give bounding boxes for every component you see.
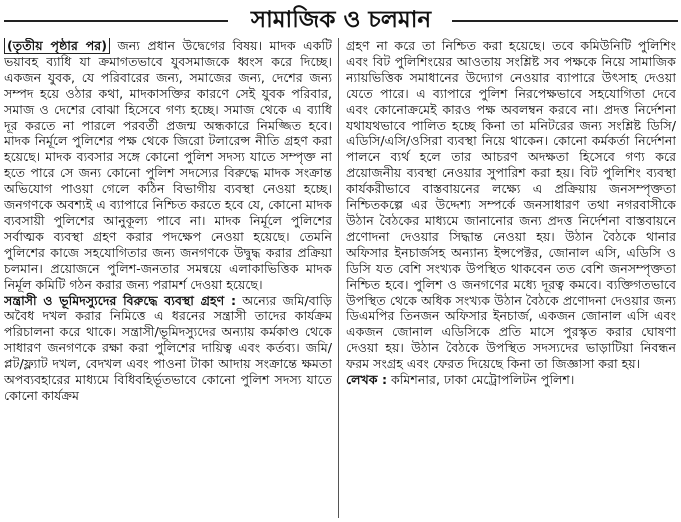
article-column-right (346, 38, 676, 520)
article-paragraph (4, 38, 332, 293)
header-rule-right (452, 20, 678, 22)
article-paragraph (4, 293, 332, 404)
article-column-left (4, 38, 332, 520)
paragraph-text: গ্রহণ না করে তা নিশ্চিত করা হয়েছে। তবে কমিউনিটি পুলিশিং এবং বিট পুলিশিংয়ের আওতায় সংশ্লিষ্ট সব পক্ষকে নিয়ে সামাজিক ন্যায়ভিত্তিক সমাধানের উদ্যোগ নেওয়ার ব্যাপারে উৎসাহ দেওয়া যেতে পারে। এ ব্যাপারে পুলিশ নিরপেক্ষভাবে সহযোগিতা দেবে এবং কোনোক্রমেই কারও পক্ষ অবলম্বন করবে না। প্রদত্ত নির্দেশনা যথাযথভাবে পালিত হচ্ছে কিনা তা মনিটরের জন্য সংশ্লিষ্ট ডিসি/এডিসি/এসি/ওসিরা ব্যবস্থা নিয়ে থাকেন। কোনো কর্মকর্তা নির্দেশনা পালনে ব্যর্থ হলে তার আচরণ অদক্ষতা হিসেবে গণ্য করে প্রয়োজনীয় ব্যবস্থা নেওয়ার সুপারিশ করা হয়। বিট পুলিশিং ব্যবস্থা কার্যকরীভাবে বাস্তবায়নের লক্ষ্যে এ প্রক্রিয়ায় জনসম্পৃক্ততা নিশ্চিতকল্পে এর উদ্দেশ্য সম্পর্কে জনসাধারণ তথা নগরবাসীকে উঠান বৈঠকের মাধ্যমে জানানোর জন্য প্রদত্ত নির্দেশনা বাস্তবায়নে প্রণোদনা দেওয়ার সিদ্ধান্ত নেওয়া হয়। উঠান বৈঠকে থানার অফিসার ইনচার্জসহ অন্যান্য ইন্সপেক্টর, জোনাল এসি, এডিসি ও ডিসি যত বেশি সংখ্যক উপস্থিত থাকবেন তত বেশি জনসম্পৃক্ততা নিশ্চিত হবে। পুলিশ ও জনগণের মধ্যে দূরত্ব কমবে। ব্যক্তিগতভাবে উপস্থিত থেকে অধিক সংখ্যক উঠান বৈঠকে প্রণোদনা দেওয়ার জন্য ডিএমপির তিনজন অফিসার ইনচার্জ, একজন জোনাল এসি এবং একজন জোনাল এডিসিকে প্রতি মাসে পুরস্কৃত করার ঘোষণা দেওয়া হয়। উঠান বৈঠকে উপস্থিত সদস্যদের ভাড়াটিয়া নিবন্ধন ফরম সংগ্রহ এবং ফেরত দিয়েছে কিনা তা জিজ্ঞাসা করা হয়। (346, 38, 676, 372)
paragraph-text: জন্য প্রধান উদ্বেগের বিষয়। মাদক একটি ভয়াবহ ব্যাধি যা ক্রমাগতভাবে যুবসমাজকে ধ্বংস করে দিচ্ছে। একজন যুবক, যে পরিবারের জন্য, সমাজের জন্য, দেশের জন্য সম্পদ হয়ে ওঠার কথা, মাদকাসক্তির কারণে সেই যুবক পরিবার, সমাজ ও দেশের বোঝা হিসেবে গণ্য হচ্ছে। সমাজ থেকে এ ব্যাধি দূর করতে না পারলে পরবর্তী প্রজন্ম অন্ধকারে নিমজ্জিত হবে। মাদক নির্মূলে পুলিশের পক্ষ থেকে জিরো টলারেন্স নীতি গ্রহণ করা হয়েছে। মাদক ব্যবসার সঙ্গে কোনো পুলিশ সদস্য যাতে সম্পৃক্ত না হতে পারে সে জন্য কোনো পুলিশ সদস্যের বিরুদ্ধে মাদক সংক্রান্ত অভিযোগ পাওয়া গেলে কঠিন বিভাগীয় ব্যবস্থা নেওয়া হচ্ছে। জনগণকে অবশ্যই এ ব্যাপারে নিশ্চিত করতে হবে যে, কোনো মাদক ব্যবসায়ী পুলিশের আনুকূল্য পাবে না। মাদক নির্মূলে পুলিশের সর্বাত্মক ব্যবস্থা গ্রহণ করার পদক্ষেপ নেওয়া হয়েছে। তেমনি পুলিশের কাজে সহযোগিতার জন্য জনগণকে উদ্বুদ্ধ করার প্রক্রিয়া চলমান। প্রয়োজনে পুলিশ-জনতার সমন্বয়ে এলাকাভিত্তিক মাদক নির্মূল কমিটি গঠন করার জন্য পরামর্শ দেওয়া হয়েছে। (4, 38, 332, 292)
section-heading: সন্ত্রাসী ও ভূমিদস্যুদের বিরুদ্ধে ব্যবস্থা গ্রহণ : (4, 292, 236, 308)
header-rule-left (4, 20, 228, 22)
page-title: সামাজিক ও চলমান (250, 7, 432, 33)
author-text: কমিশনার, ঢাকা মেট্রোপলিটন পুলিশ। (391, 372, 575, 388)
column-divider (338, 38, 339, 518)
author-label: লেখক : (346, 372, 387, 388)
author-line (346, 372, 676, 388)
section-header (0, 0, 681, 40)
page-reference: (তৃতীয় পৃষ্ঠার পর) (4, 38, 110, 54)
article-paragraph (346, 38, 676, 372)
paragraph-text: অন্যের জমি/বাড়ি অবৈধ দখল করার নিমিত্তে এ ধরনের সন্ত্রাসী তাদের কার্যক্রম পরিচালনা করে থাকে। সন্ত্রাসী/ভূমিদস্যুদের অন্যায় কর্মকাণ্ড থেকে সাধারণ জনগণকে রক্ষা করা পুলিশের দায়িত্ব এবং কর্তব্য। জমি/প্লট/ফ্ল্যাট দখল, বেদখল এবং পাওনা টাকা আদায় সংক্রান্তে ক্ষমতা অপব্যবহারের মাধ্যমে বিধিবহির্ভূতভাবে কোনো পুলিশ সদস্য যাতে কোনো কার্যক্রম (4, 292, 332, 403)
